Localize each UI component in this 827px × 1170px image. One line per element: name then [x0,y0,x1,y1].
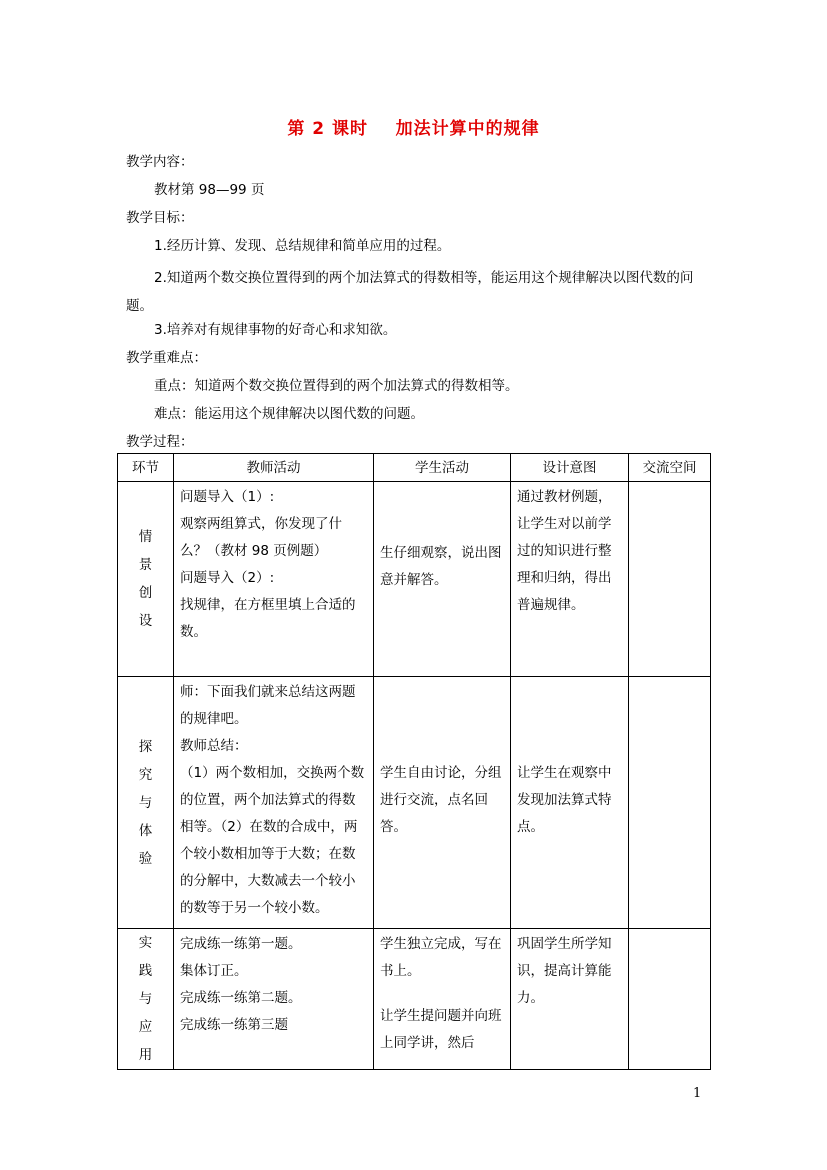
content-text: 教材第 98—99 页 [154,182,265,198]
teacher-cell [174,929,374,1070]
page-title: 第 2 课时 加法计算中的规律 [287,119,540,139]
goals-heading: 教学目标： [126,210,194,226]
stage-char: 应 [138,1019,153,1035]
teacher-line: 完成练一练第三题 [180,1017,288,1033]
stage-cell [118,929,174,1070]
stage-cell [118,677,174,929]
teacher-line: 教师总结： [180,738,248,754]
stage-char: 创 [138,585,153,601]
intent-line: 通过教材例题，让学生对以前学过的知识进行整理和归纳，得出普遍规律。 [517,489,612,613]
header-space: 交流空间 [629,454,711,482]
teacher-cell [174,677,374,929]
teacher-line: 完成练一练第二题。 [180,990,302,1006]
intent-cell [511,929,629,1070]
difficult-point: 难点：能运用这个规律解决以图代数的问题。 [154,406,424,422]
teacher-cell [174,482,374,677]
intent-line: 巩固学生所学知识，提高计算能力。 [517,936,612,1006]
student-cell [374,677,511,929]
space-cell [629,929,711,1070]
table-row [118,482,711,677]
space-cell [629,482,711,677]
student-cell [374,482,511,677]
student-line: 学生自由讨论，分组进行交流，点名回答。 [380,765,502,835]
header-teacher: 教师活动 [174,454,374,482]
key-point: 重点：知道两个数交换位置得到的两个加法算式的得数相等。 [154,378,519,394]
table-header-row [118,454,711,482]
lesson-table [117,453,711,1070]
space-cell [629,677,711,929]
student-line: 学生独立完成，写在书上。 [380,936,502,979]
goal-2-text: 2.知道两个数交换位置得到的两个加法算式的得数相等，能运用这个规律解决以图代数的问题。 [126,270,694,314]
stage-char: 验 [138,850,153,867]
teacher-line: 完成练一练第一题。 [180,936,302,952]
header-intent: 设计意图 [511,454,629,482]
content-heading: 教学内容： [126,154,194,170]
stage-cell [118,482,174,677]
stage-char: 探 [138,738,153,755]
stage-char: 践 [138,963,153,979]
stage-char: 与 [138,794,153,811]
stage-char: 究 [138,766,153,783]
table-row [118,677,711,929]
teacher-line: （1）两个数相加，交换两个数的位置，两个加法算式的得数相等。（2）在数的合成中，两个较小数相加等于大数；在数的分解中，大数减去一个较小的数等于另一个较小数。 [180,765,365,916]
header-stage: 环节 [118,454,174,482]
stage-char: 设 [138,613,153,629]
teacher-line: 问题导入（1）: [180,489,275,505]
stage-char: 体 [138,822,153,839]
keypoints-heading: 教学重难点： [126,350,207,366]
stage-char: 用 [138,1047,153,1063]
teacher-line: 集体订正。 [180,963,248,979]
student-cell [374,929,511,1070]
intent-cell [511,482,629,677]
student-line: 让学生提问题并向班上同学讲，然后 [380,1008,502,1051]
goal-3: 3.培养对有规律事物的好奇心和求知欲。 [154,322,397,338]
intent-line: 让学生在观察中发现加法算式特点。 [517,765,612,835]
intent-cell [511,677,629,929]
table-row [118,929,711,1070]
teacher-line: 问题导入（2）: [180,570,275,586]
teacher-line: 观察两组算式，你发现了什么？（教材 98 页例题） [180,516,342,559]
goal-2 [126,264,706,320]
stage-char: 情 [138,529,153,545]
process-heading: 教学过程： [126,434,194,450]
student-line: 生仔细观察，说出图意并解答。 [380,545,502,588]
stage-char: 景 [138,557,153,573]
header-student: 学生活动 [374,454,511,482]
goal-1: 1.经历计算、发现、总结规律和简单应用的过程。 [154,238,451,254]
stage-char: 与 [138,991,153,1007]
teacher-line: 师：下面我们就来总结这两题的规律吧。 [180,684,356,727]
teacher-line: 找规律，在方框里填上合适的数。 [180,597,356,640]
page-number: 1 [693,1086,702,1101]
stage-char: 实 [138,935,153,951]
